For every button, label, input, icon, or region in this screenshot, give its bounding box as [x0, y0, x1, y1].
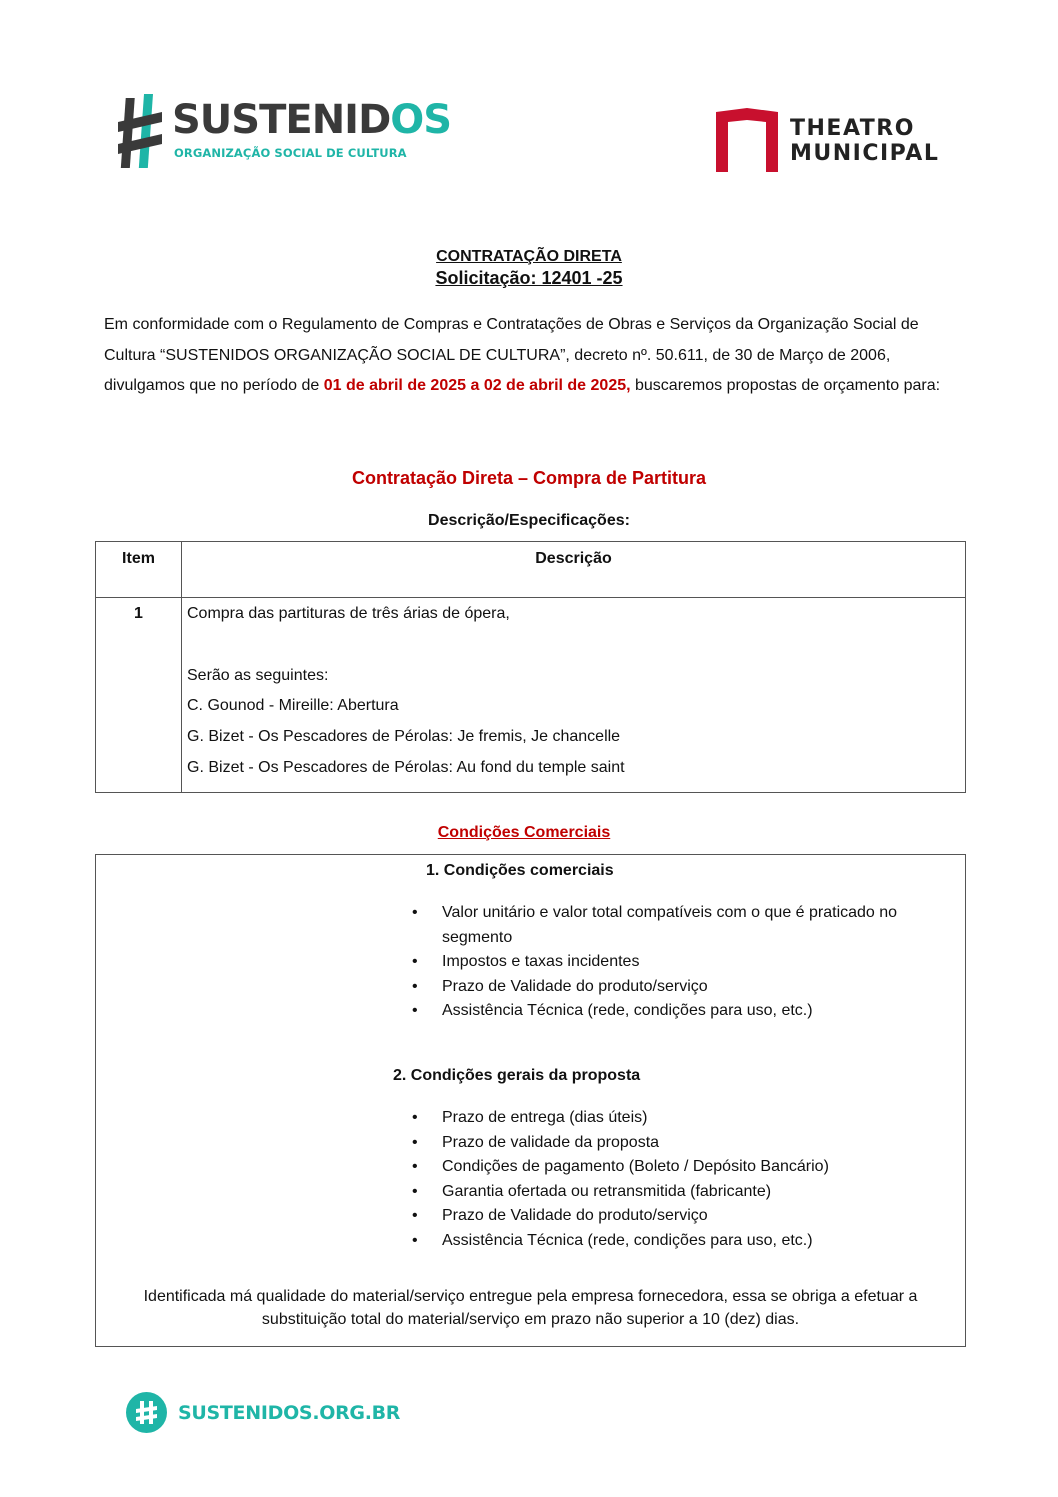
list-item: • Prazo de validade da proposta [412, 1131, 962, 1156]
footer-logo [126, 1392, 167, 1433]
list-item: • Assistência Técnica (rede, condições para uso, etc.) [412, 1229, 962, 1254]
table-cell-description-line: Compra das partituras de três árias de ópera, [187, 605, 510, 622]
list-item: • Assistência Técnica (rede, condições para uso, etc.) [412, 999, 962, 1024]
table-cell-item-number: 1 [134, 605, 143, 622]
theatro-arch-icon [716, 108, 778, 172]
intro-period: 01 de abril de 2025 a 02 de abril de 2025, [323, 377, 631, 394]
conditions-heading: Condições Comerciais [437, 824, 611, 841]
intro-paragraph: Em conformidade com o Regulamento de Compras e Contratações de Obras e Serviços da Organização Social de Cultura “SUSTENIDOS ORGANIZAÇÃO SOCIAL DE CULTURA”, decreto nº. 50.611, de 30 de Março de 2006, divulgamos que no período de 01 de abril de 2025 a 02 de abril de 2025, buscaremos propostas de orçamento para: [104, 316, 941, 394]
section-title-commercial: 1. Condições comerciais [426, 862, 614, 879]
contract-subtitle: Contratação Direta – Compra de Partitura [351, 468, 707, 488]
commercial-conditions-list [412, 901, 962, 1024]
table-cell-description-line: C. Gounod - Mireille: Abertura [187, 697, 399, 714]
spec-heading: Descrição/Especificações: [428, 512, 630, 529]
hash-icon [118, 94, 162, 170]
sustenidos-logo-subtitle: ORGANIZAÇÃO SOCIAL DE CULTURA [174, 146, 407, 160]
list-item: • Prazo de Validade do produto/serviço [412, 975, 962, 1000]
document-title: CONTRATAÇÃO DIRETA [436, 248, 622, 265]
table-cell-description-line: G. Bizet - Os Pescadores de Pérolas: Au fond du temple saint [187, 759, 625, 776]
table-divider [181, 542, 182, 792]
list-item: • Impostos e taxas incidentes [412, 950, 962, 975]
section-title-general: 2. Condições gerais da proposta [393, 1067, 641, 1084]
list-item: • Valor unitário e valor total compatíveis com o que é praticado no segmento [412, 901, 962, 950]
list-item: • Condições de pagamento (Boleto / Depósito Bancário) [412, 1155, 962, 1180]
theatro-municipal-logo [716, 108, 956, 174]
general-conditions-list [412, 1106, 962, 1254]
theatro-municipal-wordmark: THEATRO MUNICIPAL [790, 116, 940, 166]
table-divider [96, 597, 965, 598]
footer [126, 1392, 401, 1436]
closing-paragraph: Identificada má qualidade do material/serviço entregue pela empresa fornecedora, essa se obriga a efetuar a substituição total do material/serviço em prazo não superior a 10 (dez) dias. [143, 1288, 918, 1328]
request-number: Solicitação: 12401 -25 [435, 268, 623, 288]
list-item: • Prazo de entrega (dias úteis) [412, 1106, 962, 1131]
hash-icon [126, 1392, 167, 1433]
list-item: • Prazo de Validade do produto/serviço [412, 1204, 962, 1229]
table-header-description: Descrição [535, 550, 612, 567]
table-cell-description-line: G. Bizet - Os Pescadores de Pérolas: Je fremis, Je chancelle [187, 728, 621, 745]
table-header-item: Item [122, 550, 155, 567]
footer-website: SUSTENIDOS.ORG.BR [178, 1402, 401, 1424]
item-table [95, 541, 966, 793]
sustenidos-logo [118, 94, 452, 174]
sustenidos-logo-name: SUSTENIDOS [172, 97, 452, 143]
table-cell-description-line: Serão as seguintes: [187, 667, 329, 684]
list-item: • Garantia ofertada ou retransmitida (fabricante) [412, 1180, 962, 1205]
conditions-box [95, 854, 966, 1347]
